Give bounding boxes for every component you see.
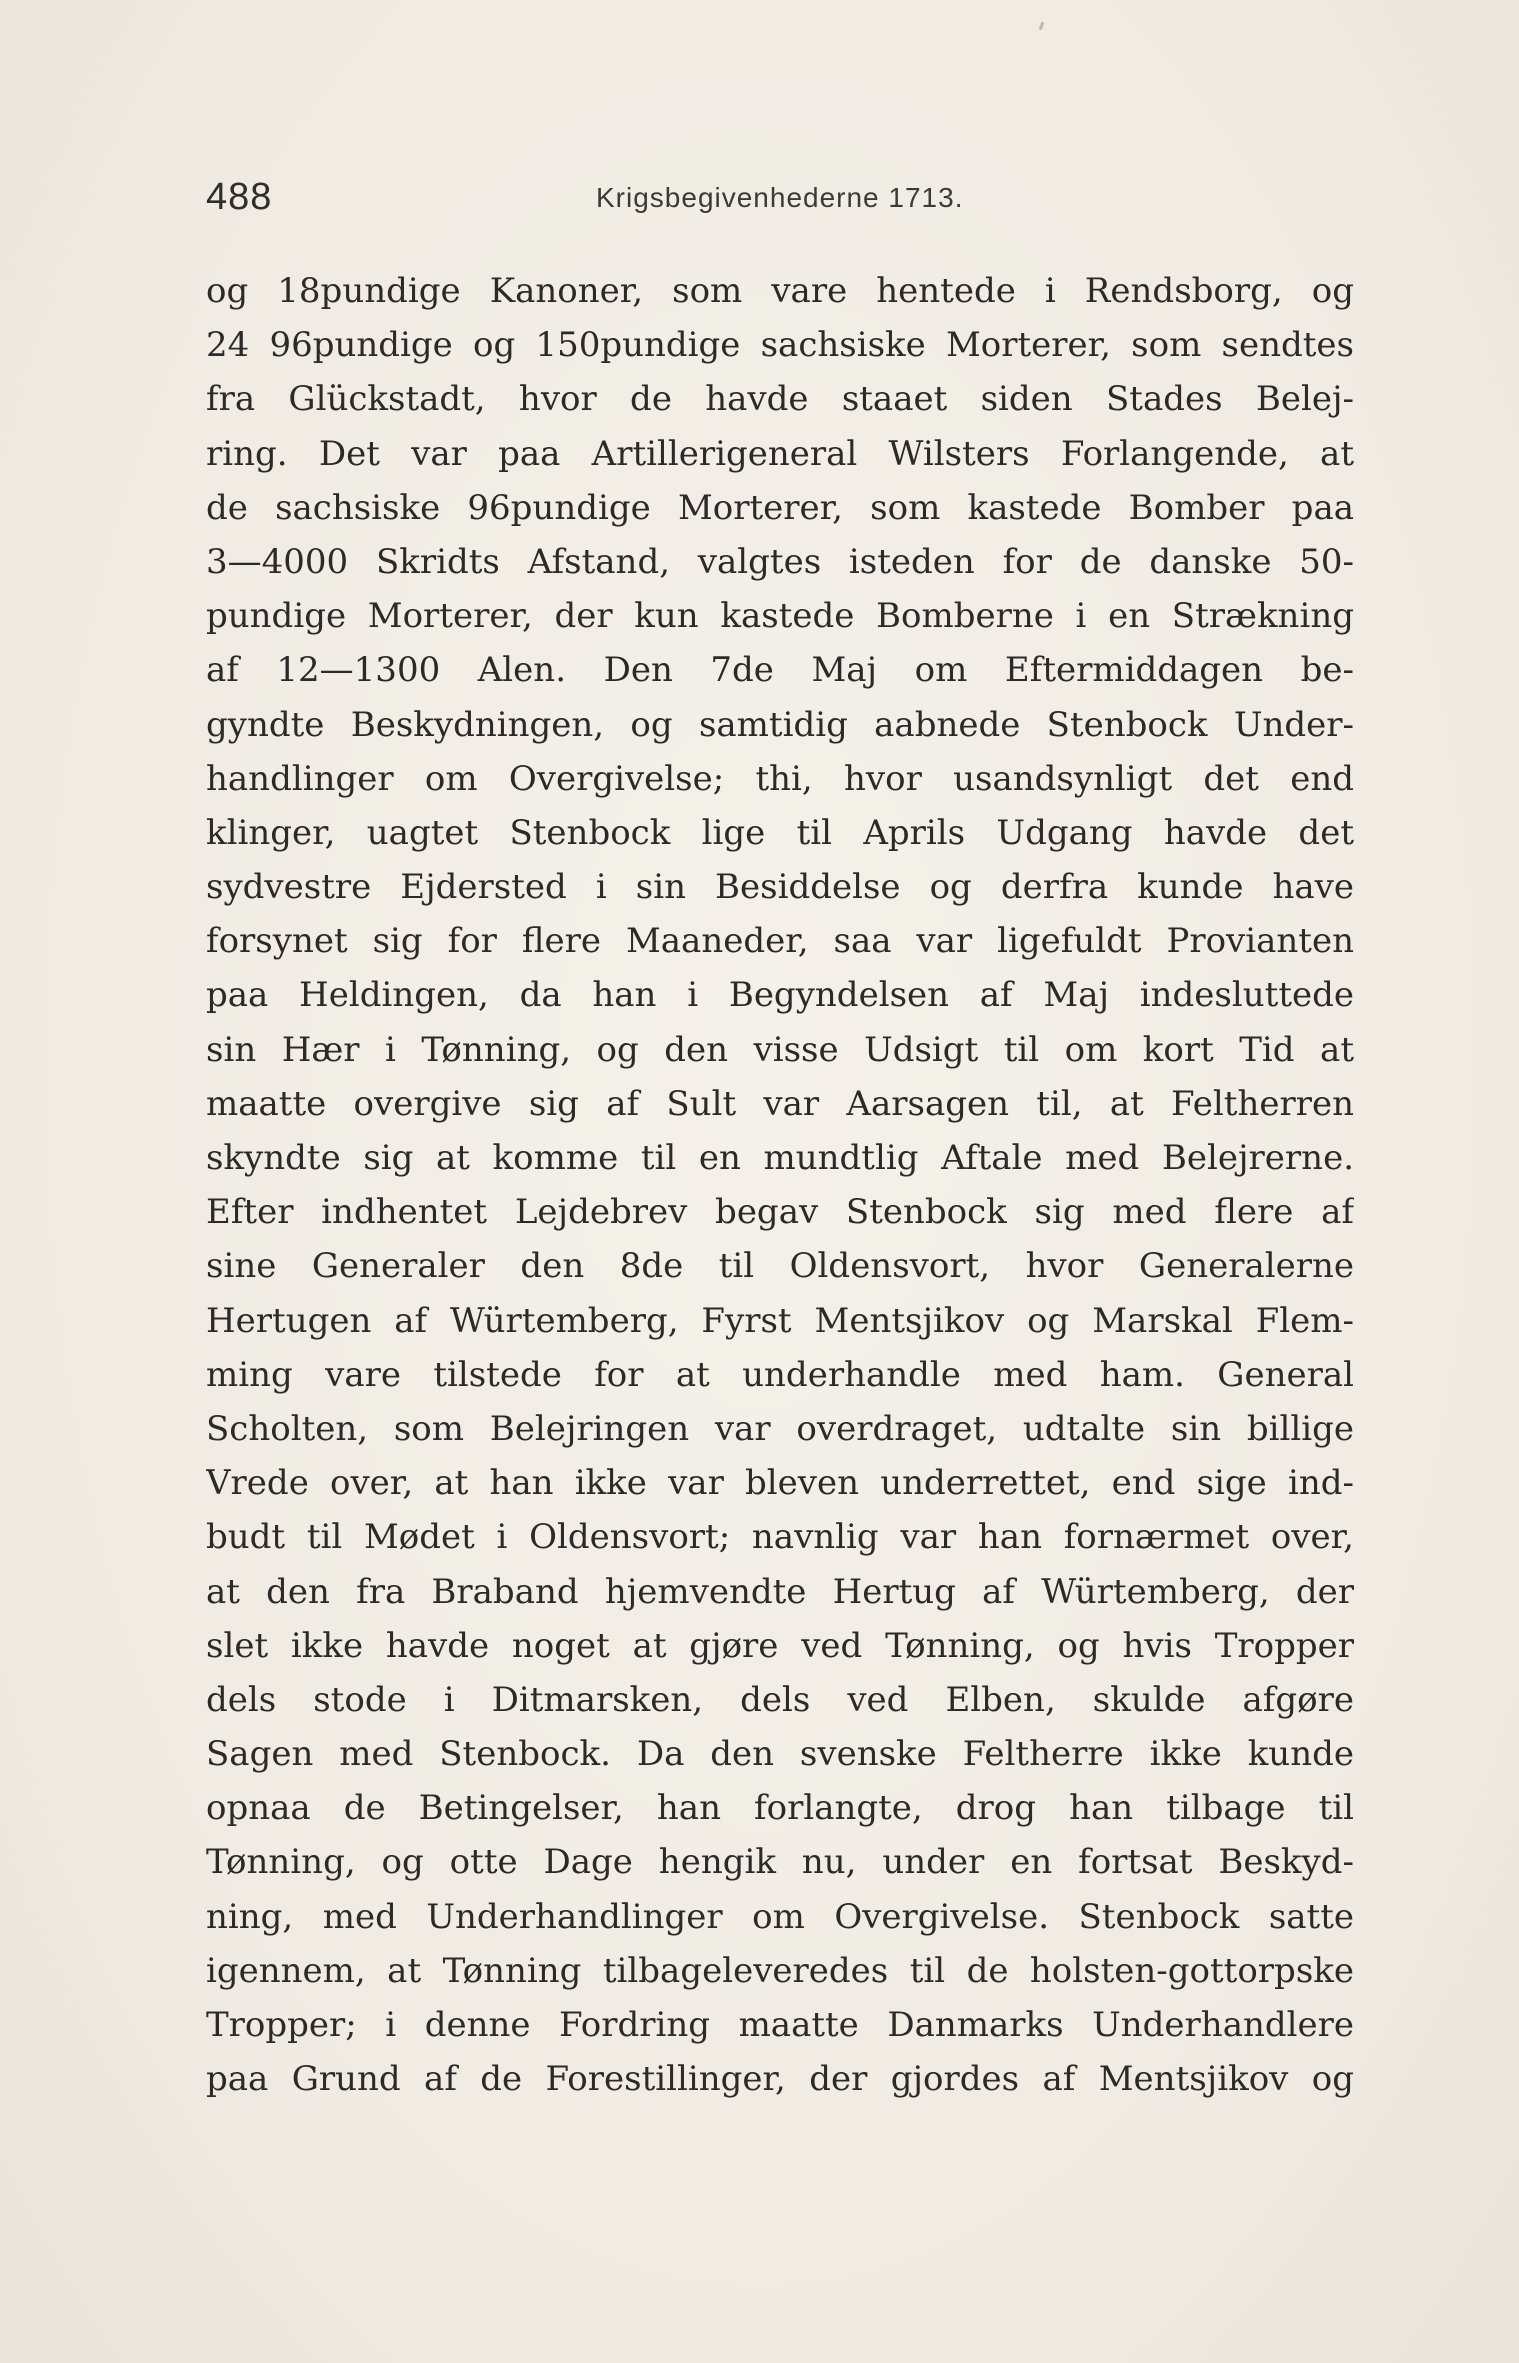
- page-header: [206, 176, 1356, 236]
- text-line: Tønning, og otte Dage hengik nu, under en fortsat Beskyd-: [206, 1842, 1354, 1883]
- text-line: forsynet sig for flere Maaneder, saa var ligefuldt Provianten: [206, 921, 1354, 962]
- text-line: handlinger om Overgivelse; thi, hvor usandsynligt det end: [206, 758, 1354, 799]
- text-line: opnaa de Betingelser, han forlangte, drog han tilbage til: [206, 1788, 1354, 1829]
- text-line: sydvestre Ejdersted i sin Besiddelse og derfra kunde have: [206, 867, 1354, 908]
- text-line: Efter indhentet Lejdebrev begav Stenbock sig med flere af: [206, 1192, 1354, 1233]
- text-line: fra Glückstadt, hvor de havde staaet siden Stades Belej-: [206, 379, 1354, 420]
- text-line: skyndte sig at komme til en mundtlig Aftale med Belejrerne.: [206, 1138, 1354, 1178]
- text-line: ming vare tilstede for at underhandle med ham. General: [206, 1354, 1354, 1395]
- body-text: [206, 264, 1354, 2106]
- text-line: paa Heldingen, da han i Begyndelsen af Maj indesluttede: [206, 975, 1354, 1016]
- text-line: Hertugen af Würtemberg, Fyrst Mentsjikov og Marskal Flem-: [206, 1300, 1354, 1341]
- text-line: dels stode i Ditmarsken, dels ved Elben, skulde afgøre: [206, 1679, 1354, 1720]
- text-line: paa Grund af de Forestillinger, der gjordes af Mentsjikov og: [206, 2059, 1354, 2100]
- text-line: igennem, at Tønning tilbageleveredes til de holsten-gottorpske: [206, 1950, 1354, 1991]
- page-number: 488: [206, 176, 273, 218]
- text-line: de sachsiske 96pundige Morterer, som kastede Bomber paa: [206, 487, 1354, 528]
- text-line: 3—4000 Skridts Afstand, valgtes isteden for de danske 50-: [206, 541, 1354, 582]
- paper-speck: [1039, 22, 1045, 31]
- text-line: Vrede over, at han ikke var bleven underrettet, end sige ind-: [206, 1463, 1354, 1504]
- text-line: af 12—1300 Alen. Den 7de Maj om Eftermiddagen be-: [206, 650, 1354, 691]
- text-line: ning, med Underhandlinger om Overgivelse. Stenbock satte: [206, 1896, 1354, 1937]
- text-line: Sagen med Stenbock. Da den svenske Feltherre ikke kunde: [206, 1734, 1354, 1775]
- text-line: pundige Morterer, der kun kastede Bomberne i en Strækning: [206, 596, 1354, 637]
- text-line: 24 96pundige og 150pundige sachsiske Morterer, som sendtes: [206, 325, 1354, 366]
- text-line: sin Hær i Tønning, og den visse Udsigt til om kort Tid at: [206, 1029, 1354, 1070]
- text-line: at den fra Braband hjemvendte Hertug af Würtemberg, der: [206, 1571, 1354, 1612]
- text-line: maatte overgive sig af Sult var Aarsagen til, at Feltherren: [206, 1083, 1354, 1124]
- text-line: sine Generaler den 8de til Oldensvort, hvor Generalerne: [206, 1246, 1354, 1287]
- text-line: og 18pundige Kanoner, som vare hentede i Rendsborg, og: [206, 271, 1354, 311]
- text-line: ring. Det var paa Artillerigeneral Wilsters Forlangende, at: [206, 433, 1354, 474]
- running-head: Krigsbegivenhederne 1713.: [596, 182, 964, 213]
- text-line: gyndte Beskydningen, og samtidig aabnede Stenbock Under-: [206, 704, 1354, 745]
- text-line: Scholten, som Belejringen var overdraget, udtalte sin billige: [206, 1408, 1354, 1449]
- text-line: klinger, uagtet Stenbock lige til Aprils Udgang havde det: [206, 812, 1354, 853]
- text-line: slet ikke havde noget at gjøre ved Tønning, og hvis Tropper: [206, 1625, 1354, 1666]
- text-line: budt til Mødet i Oldensvort; navnlig var han fornærmet over,: [206, 1517, 1354, 1558]
- text-line: Tropper; i denne Fordring maatte Danmarks Underhandlere: [206, 2005, 1354, 2045]
